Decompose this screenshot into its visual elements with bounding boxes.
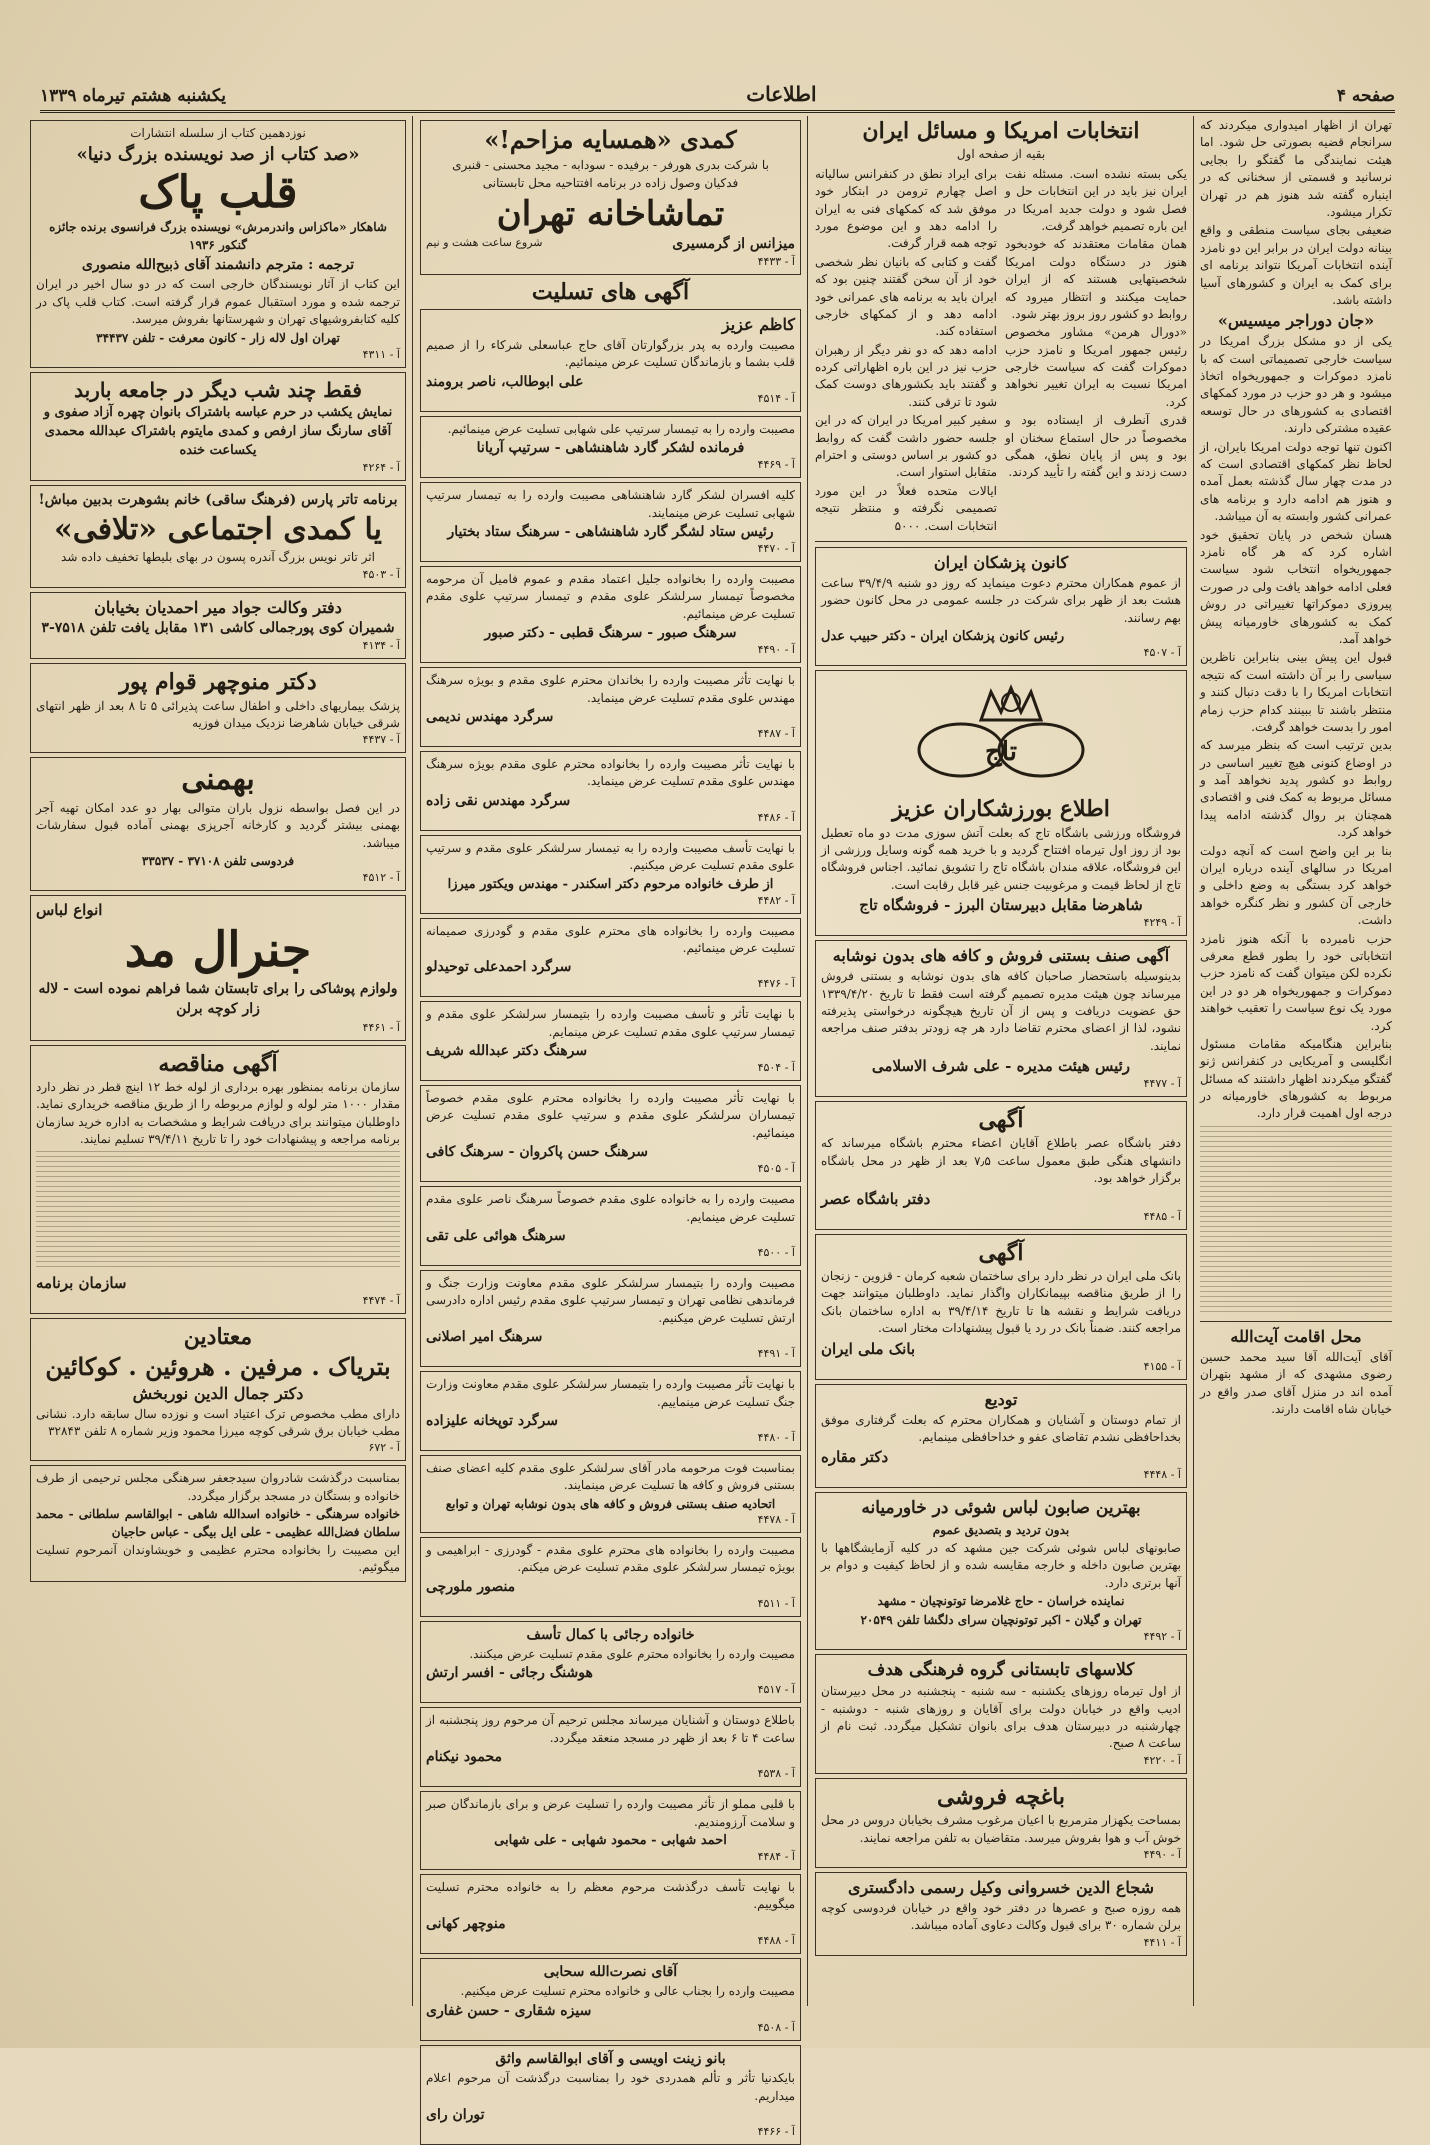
summer-class-ad (815, 1654, 1187, 1774)
ad-code: آ - ۴۴۹۰ (757, 643, 795, 657)
addiction-clinic-ad (30, 1318, 406, 1461)
article-paragraph: بدین ترتیب است که بنظر میرسد که در اوضاع کنونی هیچ تغییر اساسی در روابط دو کشور پدید نخواهد آمد و مسائل مربوط به کمک فنی و اقتصادی همچنان بر روال گذشته ادامه پیدا خواهد کرد. (1200, 738, 1392, 840)
bahmani-text: در این فصل بواسطه نزول باران متوالی بهار دو عدد امکان تهیه آجر بهمنی بیشتر گردید و کارخانه آجرپزی بهمنی آماده قبول سفارشات میباشد. (36, 800, 400, 850)
ad-code: آ - ۴۴۸۸ (757, 1933, 795, 1947)
condolence-text: مصیبت وارده را بخانواده های محترم علوی مقدم - گودرزی - ابراهیمی و بویژه تیمسار سرلشکر علوی مقدم تسلیت عرض میکنم. (426, 1542, 795, 1575)
ad-code: آ - ۴۴۶۹ (757, 458, 795, 472)
bahmani-title: بهمنی (181, 762, 255, 798)
ads-column (30, 116, 406, 2006)
condolence-signature: منصور ملورچی (426, 1578, 516, 1595)
memorial-tail: این مصیبت را بخانواده محترم عظیمی و خویشاوندان آنمرحوم تسلیت میگوئیم. (36, 1543, 400, 1575)
page-number: صفحه ۴ (1336, 86, 1395, 106)
ad-code: آ - ۴۵۰۰ (757, 1246, 795, 1260)
class-title: کلاسهای تابستانی گروه فرهنگی هدف (867, 1659, 1135, 1680)
soap-subtitle: بدون تردید و بتصدیق عموم (932, 1522, 1070, 1537)
book-series-header: نوزدهمین کتاب از سلسله انتشارات (130, 126, 306, 140)
condolence-text: با قلبی مملو از تأثر مصیبت وارده را تسلیت عرض و برای بازماندگان صبر و سلامت آرزومندیم. (426, 1797, 795, 1829)
ad-code: آ - ۴۴۴۸ (1143, 1468, 1181, 1482)
union-title: آگهی صنف بستنی فروش و کافه های بدون نوشابه (832, 946, 1170, 966)
tender-text: سازمان برنامه بمنظور بهره برداری از لوله خط ۱۲ اینچ قطر در نظر دارد مقدار ۱۰۰۰ متر لوله و لوازم مربوطه را از طریق مناقصه خریداری نماید. داوطلبان میتوانند برای دریافت شرایط و مشخصات به اداره خرید سازمان برنامه مراجعه و پیشنهادات خود را تا تاریخ ۳۹/۴/۱۱ تسلیم نمایند. (36, 1079, 401, 1147)
taj-logo-text: تاج (985, 737, 1017, 768)
ad-code: آ - ۴۵۰۴ (757, 1061, 795, 1075)
bahmani-brick-ad (30, 757, 406, 891)
condolence-signature: هوشنگ رجائی - افسر ارتش (426, 1665, 593, 1682)
condolence-notice (420, 1001, 801, 1081)
condolence-notice (420, 416, 801, 478)
ad-code: آ - ۴۲۴۹ (1143, 916, 1181, 930)
theater-title: برنامه تاتر پارس (فرهنگ ساقی) خانم بشوهرت بدبین مباش! (38, 492, 398, 509)
theater-name: تماشاخانه تهران (496, 193, 725, 234)
ad-code: آ - ۴۵۰۷ (1143, 646, 1181, 660)
article-paragraph: ادامه دهد که دو نفر دیگر از رهبران حزب نیز در این باره اظهاراتی کرده و گفتند باید بکشورهای دوست کمک شود تا ترقی کنند. (815, 342, 997, 409)
ad-code: آ - ۴۴۸۶ (757, 810, 795, 824)
article-paragraph: هسان شخص در پایان تحقیق خود اشاره کرد که هر گاه نامزد جمهوریخواه انتخاب شود سیاست فعلی ادامه خواهد یافت ولی در صورت پیروزی دموکراتها تغییراتی در روش کمک به کشورهای خاورمیانه پیش خواهد آمد. (1200, 527, 1392, 646)
issue-date: یکشنبه هشتم تیرماه ۱۳۳۹ (40, 86, 226, 106)
condolence-text: با نهایت تأثر مصیبت وارده را بخاندان محترم علوی مقدم و بویژه سرهنگ مهندس علوی مقدم تسلیت عرض مینماید. (426, 673, 795, 705)
medical-association-notice (815, 547, 1187, 666)
soap-agent: تهران و گیلان - اکبر توتونچیان سرای دلگشا تلفن ۲۰۵۴۹ (860, 1612, 1142, 1627)
condolence-notice (420, 1874, 801, 1954)
ad-code: آ - ۴۴۷۴ (362, 1294, 400, 1308)
ad-code: آ - ۴۵۱۷ (757, 1683, 795, 1697)
taj-crown-logo-icon (906, 680, 1096, 790)
notice-title: آگهی (978, 1107, 1024, 1134)
notice-signature: رئیس کانون پزشکان ایران - دکتر حبیب عدل (821, 629, 1065, 645)
ad-code: آ - ۴۵۰۸ (757, 2020, 795, 2034)
ad-code: آ - ۴۴۳۷ (362, 733, 400, 747)
condolence-text: مصیبت وارده را به تیمسار سرتیپ علی شهابی تسلیت عرض مینمائیم. (447, 421, 795, 436)
book-translator: ترجمه : مترجم دانشمند آقای ذبیح‌الله منصوری (81, 257, 355, 274)
condolence-signature: احمد شهابی - محمود شهابی - علی شهابی (494, 1833, 727, 1849)
residence-text: آقای آیت‌الله آقا سید محمد حسین رضوی مشهدی که از مشهد بتهران آمده اند در منزل آقای صدر واقع در خیابان شاه اقامت دارند. (1200, 1349, 1392, 1417)
condolence-notice (420, 1186, 801, 1266)
doctor-text: پزشک بیماریهای داخلی و اطفال ساعت پذیرائی ۵ تا ۸ بعد از ظهر انتهای شرقی خیابان شاهرضا نزدیک میدان فوزیه (36, 698, 400, 730)
tender-ad (30, 1045, 406, 1315)
condolence-notice (420, 835, 801, 914)
ad-code: آ - ۴۴۹۲ (1143, 1629, 1181, 1643)
article-paragraph: حزب نامبرده با آنکه هنوز نامزد انتخاباتی خود را بطور قطع معرفی نکرده لکن میتوان گفت که نامزد حزب دموکرات و جمهوریخواه هر دو در این مورد یک نوع سیاست را تعقیب خواهند کرد. (1200, 931, 1392, 1033)
lawyer-title: شجاع الدین خسروانی وکیل رسمی دادگستری (847, 1877, 1155, 1897)
show-ad (30, 372, 406, 482)
doctor-text: دارای مطب مخصوص ترک اعتیاد است و نوزده سال سابقه دارد. نشانی مطب خیابان برق شرقی کوچه میرزا محمود وزیر شماره ۸ تلفن ۳۲۸۴۳ (36, 1406, 400, 1439)
condolence-notice (420, 1707, 801, 1787)
ad-code: آ - ۴۱۳۴ (362, 639, 400, 653)
condolences-heading: آگهی های تسلیت (531, 278, 690, 305)
condolence-title: آقای نصرت‌الله سحابی (543, 1963, 678, 1980)
condolence-title: خانواده رجائی با کمال تأسف (526, 1626, 695, 1643)
theater-headline: یا کمدی اجتماعی «تلافی» (53, 511, 383, 547)
condolence-text: مصیبت وارده را بخانواده محترم علوی مقدم تسلیت عرض میکنند. (469, 1647, 795, 1662)
article-paragraph: ایالات متحده فعلاً در این مورد تصمیمی نگرفته و منتظر نتیجه انتخابات است. ۵۰۰۰ (815, 483, 997, 533)
general-mode-ad (30, 895, 406, 1040)
lawyer-office-ad (30, 592, 406, 660)
article-paragraph: همان مقامات معتقدند که خودبخود هنوز در دستگاه دولت امریکا شخصیتهایی هستند که از ایران حمایت میکنند و انتظار میرود که روابط دو کشور روز بروز بهتر شود. (1005, 237, 1187, 321)
residence-title: محل اقامت آیت‌الله (1230, 1326, 1362, 1346)
condolence-text: مصیبت وارده به پدر بزرگوارتان آقای حاج عباسعلی شرکاء را از صمیم قلب بشما و بازماندگان تسلیت عرض مینمائیم. (426, 338, 795, 370)
column-rule (1193, 116, 1194, 2006)
condolence-text: مصیبت وارده را به خانواده علوی مقدم خصوصاً سرهنگ ناصر علوی مقدم تسلیت عرض مینمایم. (426, 1192, 796, 1224)
show-title: فقط چند شب دیگر در جامعه باربد (74, 377, 362, 402)
ad-code: آ - ۴۴۷۰ (757, 542, 795, 556)
condolence-signature: سرهنگ هوائی علی تقی (426, 1228, 566, 1245)
book-ad (30, 120, 406, 368)
condolence-text: باطلاع دوستان و آشنایان میرساند مجلس ترحیم آن مرحوم روز پنجشنبه از ساعت ۴ تا ۶ بعد از ظهر در مسجد منعقد میگردد. (426, 1713, 795, 1745)
condolence-text: مصیبت وارده را بجناب عالی و خانواده محترم تسلیت عرض میکنیم. (460, 1984, 795, 1999)
ad-code: آ - ۴۴۱۱ (1143, 1935, 1181, 1949)
ad-code: آ - ۴۵۱۱ (757, 1596, 795, 1610)
comedy-ad (420, 120, 801, 275)
notice-text: دفتر باشگاه عصر باطلاع آقایان اعضاء محترم باشگاه میرساند که دانشهای هنگی طبق معمول ساعت ۷٫۵ بعد از ظهر در محل باشگاه برگزار خواهد بود. (821, 1136, 1182, 1186)
article-paragraph: گفت و کتابی که بانیان نظر شخصی خود از آن سخن گفتند چنین بود که ایران باید به برنامه های عمرانی خود ادامه دهد و از کمکهای خارجی استفاده کند. (815, 254, 997, 339)
ad-code: آ - ۴۱۵۵ (1143, 1359, 1181, 1373)
doctor-name: دکتر جمال الدین نوربخش (132, 1383, 304, 1403)
article-paragraph: اکنون تنها توجه دولت امریکا بایران، از لحاظ نظر کمکهای اقتصادی است که در مدت چهار سال گذشته بعمل آمده و هنوز هم ادامه دارد و برنامه های عمرانی کشور وابسته به آن میباشد. (1200, 439, 1392, 524)
condolence-signature: سیزه شقاری - حسن غفاری (426, 2002, 592, 2019)
ad-code: آ - ۴۵۰۵ (757, 1162, 795, 1176)
book-text: این کتاب از آثار نویسندگان خارجی است که در دو سال اخیر در ایران ترجمه شده و مورد استقبال عموم قرار گرفته است. کتاب قلب پاک در کلیه کتابفروشیهای تهران و شهرستانها بفروش میرسد. (36, 277, 400, 327)
condolence-signature: فرمانده لشکر گارد شاهنشاهی - سرتیپ آریانا (476, 440, 745, 457)
garden-text: بمساحت یکهزار مترمربع با اعیان مرغوب مشرف بخیابان دروس در محل خوش آب و هوا بفروش میرسد. متقاضیان به تلفن مراجعه نمایند. (821, 1813, 1181, 1845)
condolence-text: بایکدنیا تأثر و تألم همدردی خود را بمناسبت درگذشت آن مرحوم اعلام میداریم. (426, 2071, 795, 2103)
comedy-showtime: شروع ساعت هشت و نیم (426, 235, 543, 249)
article-continuation-column (1200, 116, 1392, 2006)
condolence-signature: اتحادیه صنف بستنی فروش و کافه های بدون نوشابه تهران و توابع (445, 1496, 776, 1511)
article-headline: انتخابات امریکا و مسائل ایران (862, 118, 1140, 144)
article-paragraph: تهران از اظهار امیدواری میکردند که سرانجام قضیه بصورتی حل شود. اما هیئت نمایندگی ما گفتگو را بجایی نرسانید و قسمتی از سخنانی که در اینباره گفته شد هنوز هم در تهران تکرار میشود. (1200, 118, 1392, 219)
condolence-text: با نهایت تأثر مصیبت وارده را بخانواده محترم علوی مقدم خصوصاً تیمساران سرلشکر علوی مقدم و سرتیپ علوی مقدم تسلیت عرض مینمائیم. (426, 1091, 795, 1140)
union-notice (815, 940, 1187, 1097)
memorial-notice (30, 1465, 406, 1581)
article-paragraph: «دورال هرمن» مشاور مخصوص رئیس جمهور امریکا و نامزد حزب دموکرات گفت که سیاست خارجی امریکا نسبت به ایران تغییر نخواهد کرد. (1005, 325, 1187, 409)
bank-notice (815, 1234, 1187, 1380)
condolence-signature: سرگرد احمدعلی توحیدلو (426, 959, 572, 976)
ad-code: آ - ۴۴۹۱ (757, 1347, 795, 1361)
comedy-cast: با شرکت بدری هورفر - برفیده - سودابه - مجید محسنی - قنبری (452, 157, 769, 172)
article-quote: «جان دوراجر میسیس» (1217, 311, 1375, 331)
condolence-notice (420, 1621, 801, 1704)
ad-code: آ - ۴۴۷۷ (1143, 1077, 1181, 1091)
tender-title: آگهی مناقصه (158, 1050, 278, 1077)
book-address: تهران اول لاله زار - کانون معرفت - تلفن ۳۴۴۳۷ (96, 330, 340, 345)
taj-title: اطلاع بورزشکاران عزیز (892, 796, 1110, 823)
class-text: از اول تیرماه روزهای یکشنبه - سه شنبه - پنجشنبه در محل دبیرستان ادیب واقع در خیابان دولت برای آقایان و روزهای شنبه - دوشنبه - چهارشنبه در دبیرستان هدف برای بانوان تشکیل میگردد. ثبت نام از ساعت ۸ صبح. (821, 1684, 1181, 1751)
article-paragraph: بنا بر این واضح است که آنچه دولت امریکا در سالهای آینده درباره ایران خواهد کرد بستگی به وضع داخلی و خارجی آن کشور و نظر کنگره خواهد داشت. (1200, 843, 1392, 928)
ad-code: آ - ۴۵۰۳ (362, 567, 400, 581)
condolence-signature: سرهنگ حسن پاکروان - سرهنگ کافی (426, 1144, 648, 1161)
article-paragraph: قبول این پیش بینی بنابراین ناظرین سیاسی را بر آن داشته است که نتیجه انتخابات امریکا را با دقت دنبال کنند و منتظر باشند تا ببینند کدام حزب زمام امور را بدست خواهد گرفت. (1200, 650, 1392, 734)
ad-code: آ - ۴۴۹۰ (1143, 1847, 1181, 1861)
ad-code: آ - ۴۴۶۶ (757, 2124, 795, 2138)
book-series: «صد کتاب از صد نویسنده بزرگ دنیا» (76, 144, 360, 166)
condolence-notice (420, 1455, 801, 1533)
notice-signature: دفتر باشگاه عصر (821, 1189, 931, 1208)
farewell-notice (815, 1384, 1187, 1489)
condolence-text: بمناسبت فوت مرحومه مادر آقای سرلشکر علوی مقدم کلیه اعضای صنف بستنی فروش و کافه ها تسلیت عرض مینمایند. (426, 1461, 795, 1493)
condolence-title: بانو زینت اویسی و آقای ابوالقاسم واثق (495, 2050, 726, 2067)
condolence-text: با نهایت تأثر مصیبت وارده را بتیمسار سرلشکر علوی مقدم معاونت وزارت جنگ تسلیت عرض مینماییم. (426, 1377, 795, 1409)
condolence-text: با نهایت تأسف درگذشت مرحوم معظم را به خانواده محترم تسلیت میگوییم. (426, 1880, 795, 1912)
ad-code: آ - ۴۲۲۰ (1143, 1753, 1181, 1767)
notice-title: کانون پزشکان ایران (933, 552, 1069, 572)
union-text: بدینوسیله باستحضار صاحبان کافه های بدون نوشابه و بستنی فروش میرساند چون هیئت مدیره تصمیم گرفته است فقط تا تاریخ ۱۳۳۹/۴/۲۰ حق عضویت دریافت و پس از آن تاریخ هیچگونه درخواستی پذیرفته نشود، لذا از اعضای محترم تقاضا دارد هر چه زودتر بدفتر صنف مراجعه نمایند. (821, 969, 1181, 1053)
soap-title: بهترین صابون لباس شوئی در خاورمیانه (861, 1498, 1141, 1519)
notice-text: از عموم همکاران محترم دعوت مینماید که روز دو شنبه ۳۹/۴/۹ ساعت هشت بعد از ظهر برای شرکت در جلسه عمومی در محل کانون حضور بهم رسانند. (821, 575, 1182, 625)
theater-text: اثر تاتر نویس بزرگ آندره پسون در بهای بلیطها تخفیف داده شد (61, 550, 375, 565)
ad-code: آ - ۴۴۸۷ (757, 726, 795, 740)
condolence-signature: سرگرد مهندس نقی زاده (426, 792, 571, 809)
condolence-text: مصیبت وارده را بتیمسار سرلشکر علوی مقدم معاونت وزارت جنگ و فرماندهی نظامی تهران و تیمسار سرتیپ علوی مقدم رئیس اداره دادرسی ارتش تسلیت عرض میکنیم. (426, 1276, 795, 1325)
ad-code: آ - ۴۴۳۳ (757, 254, 795, 268)
lawyer-text: همه روزه صبح و عصرها در دفتر خود واقع در خیابان فردوسی کوچه برلن شماره ۳۰ برای قبول وکالت دعاوی آماده میباشد. (821, 1900, 1181, 1933)
condolence-notice (420, 309, 801, 412)
condolence-notice (420, 918, 801, 998)
book-author: شاهکار «ماکزاس واندرمرش» نویسنده بزرگ فرانسوی برنده جائزه گنکور ۱۹۳۶ (49, 220, 387, 252)
soap-agent: نماینده خراسان - حاج غلامرضا توتونچیان - مشهد (877, 1594, 1125, 1609)
column-rule (412, 116, 413, 2006)
comedy-title: کمدی «همسایه مزاحم!» (484, 125, 737, 154)
ad-code: آ - ۶۷۲ (368, 1441, 400, 1455)
text-lines-decoration (1200, 1126, 1392, 1316)
condolence-signature: سرگرد توپخانه علیزاده (426, 1413, 558, 1429)
article-paragraph: یکی از دو مشکل بزرگ امریکا در سیاست خارجی تصمیماتی است که با نامزد دموکرات و جمهوریخواه اتخاذ میشود و هر دو حزب در مورد کمکهای اقتصادی به کشورهای در حال توسعه عقیده مشترکی دارند. (1200, 334, 1392, 436)
taj-address: شاهرضا مقابل دبیرستان البرز - فروشگاه تاج (859, 896, 1143, 915)
condolence-signature: سرهنگ دکتر عبدالله شریف (426, 1043, 588, 1060)
memorial-families: خانواده سرهنگی - خانواده اسدالله شاهی - ابوالقاسم سلطانی - محمد سلطان فضل‌الله عظیمی - علی ایل بیگی - عباس حاجیان (36, 1507, 400, 1539)
condolence-signature: توران رای (426, 2106, 485, 2123)
memorial-text: بمناسبت درگذشت شادروان سیدجعفر سرهنگی مجلس ترحیمی از طرف خانواده و بستگان در مسجد برگزار میگردد. (36, 1471, 400, 1503)
column-rule (807, 116, 808, 2006)
drugs-list: بتریاک . مرفین . هروئین . کوکائین (45, 1351, 391, 1381)
garden-sale-ad (815, 1778, 1187, 1868)
addicts-title: معتادین (183, 1324, 253, 1351)
condolence-notice (420, 751, 801, 831)
ad-code: آ - ۴۴۸۵ (1143, 1209, 1181, 1223)
soap-text: صابونهای لباس شوئی شرکت جین مشهد که در کلیه آزمایشگاهها با بهترین صابون داخله و خارجه مقایسه شده و از لحاظ کیفیت و دوام بر آنها برتری دارد. (821, 1541, 1181, 1590)
condolence-text: با نهایت تأسف مصیبت وارده را به تیمسار سرلشکر علوی مقدم و سرتیپ علوی مقدم تسلیت عرض میکنیم. (426, 840, 795, 873)
book-title: قلب پاک (138, 166, 298, 218)
notice-text: از تمام دوستان و آشنایان و همکاران محترم که بعلت گرفتاری موفق بخداحافظی نشدم تقاضای عفو و خداحافظی مینمایم. (821, 1412, 1181, 1444)
article-paragraph: قدری آنطرف از ایستاده بود و مخصوصاً در حال استماع سخنان او بود و پس از پایان نطق، همگی دست زدند و این گفته را تأیید کردند. (1005, 413, 1187, 480)
show-text: نمایش یکشب در حرم عباسه باشتراک بانوان چهره آزاد صفوی و آقای سارنگ ساز ارفص و کمدی مایتوم باشتراک عبدالله محمدی یکساعت خنده (43, 404, 393, 458)
ad-code: آ - ۴۲۶۴ (362, 461, 400, 475)
ad-code: آ - ۴۴۸۲ (757, 893, 795, 907)
ad-code: آ - ۴۵۱۲ (362, 871, 400, 885)
lawyer-office-address: شمیران کوی پورجمالی کاشی ۱۳۱ مقابل یافت تلفن ۷۵۱۸-۳ (41, 619, 395, 636)
comedy-director: میزانس از گرمسیری (672, 235, 795, 252)
condolence-recipient: کاظم عزیز (721, 315, 795, 335)
condolence-signature: سرهنگ صبور - سرهنگ قطبی - دکتر صبور (484, 625, 737, 642)
article-paragraph: بنابراین هنگامیکه مقامات مسئول انگلیسی و آمریکایی در کنفرانس ژنو گفتگو میکردند اظهار داشتند که مسائل مربوط به کشورهای خاورمیانه در درجه اول اهمیت قرار دارد. (1200, 1036, 1392, 1121)
notice-title: توديع (984, 1389, 1018, 1409)
gm-clothes: انواع لباس (36, 901, 103, 920)
article-continued: بقیه از صفحه اول (956, 147, 1046, 162)
condolence-text: با نهایت تأثر و تأسف مصیبت وارده را بتیمسار سرلشکر علوی مقدم و تیمسار سرتیپ علوی مقدم تسلیت عرض مینمایم. (426, 1007, 795, 1039)
doctor-name: دکتر منوچهر قوام پور (119, 669, 317, 696)
notice-title: آگهی (978, 1239, 1024, 1266)
club-notice (815, 1101, 1187, 1230)
comedy-cast: فدکیان وصول زاده در برنامه افتتاحیه محل تابستانی (482, 176, 739, 191)
condolence-signature: رئیس ستاد لشگر گارد شاهنشاهی - سرهنگ ستاد بختیار (447, 524, 774, 541)
condolence-notice (420, 1270, 801, 1367)
condolence-signature: سرهنگ امیر اصلانی (426, 1329, 543, 1346)
article-paragraph: ضعیفی بجای سیاست منطقی و واقع بینانه دولت ایران در برابر این دو نامزد آینده انتخابات آمریکا نتواند برنامه ای برای کمک به ایران و کشورهای آسیا داشته باشد. (1200, 223, 1392, 307)
condolence-text: مصیبت وارده را بخانواده جلیل اعتماد مقدم و عموم فامیل آن مرحومه مخصوصاً تیمسار سرلشکر علوی مقدم و تیمسار سرتیپ علوی مقدم تسلیت عرض مینمائیم. (426, 572, 795, 621)
ad-code: آ - ۴۵۱۴ (757, 391, 795, 405)
condolence-notice (420, 566, 801, 663)
condolence-signature: از طرف خانواده مرحوم دکتر اسکندر - مهندس ویکتور میرزا (447, 876, 774, 892)
article-paragraph: یکی بسته نشده است. مسئله نفت ایران نیز باید در این انتخابات حل و فصل شود و دولت جدید امریکا در این باره تصمیم خواهد گرفت. (1005, 166, 1187, 233)
text-lines-decoration (36, 1151, 400, 1271)
condolence-notice (420, 1537, 801, 1617)
ad-code: آ - ۴۵۳۸ (757, 1767, 795, 1781)
article-body (815, 165, 1187, 536)
ad-code: آ - ۴۳۱۱ (362, 347, 400, 361)
garden-title: باغچه فروشی (936, 1783, 1066, 1810)
notice-signature: بانک ملی ایران (821, 1339, 916, 1358)
condolence-text: با نهایت تأثر مصیبت وارده را بخانواده محترم علوی مقدم بویژه سرهنگ مهندس علوی مقدم تسلیت عرض مینماید. (426, 756, 795, 789)
ad-code: آ - ۴۴۷۶ (757, 977, 795, 991)
tender-signature: سازمان برنامه (36, 1274, 127, 1293)
taj-text: فروشگاه ورزشی باشگاه تاج که بعلت آتش سوزی مدت دو ماه تعطیل بود از روز اول تیرماه افتتاح گردید و با خرید همه گونه وسایل ورزشی از این فروشگاه، علاقه مندان باشگاه تاج را تشویق نمائید. اجناس فروشگاه تاج از لحاظ قیمت و مرغوبیت جنس غیر قابل رقابت است. (821, 825, 1181, 892)
condolence-notice (420, 667, 801, 747)
condolence-signature: منوچهر کهانی (426, 1915, 506, 1932)
condolence-text: مصیبت وارده را بخانواده های محترم علوی مقدم و گودرزی صمیمانه تسلیت عرض مینمائیم. (426, 923, 795, 955)
condolence-notice (420, 1085, 801, 1182)
union-signature: رئیس هیئت مدیره - علی شرف الاسلامی (871, 1057, 1131, 1076)
taj-store-ad (815, 670, 1187, 936)
gm-title: جنرال مد (124, 922, 312, 979)
soap-ad (815, 1492, 1187, 1650)
condolence-column (420, 116, 801, 2138)
condolence-notice (420, 2045, 801, 2145)
condolence-notice (420, 1958, 801, 2041)
ad-code: آ - ۴۴۶۱ (362, 1020, 400, 1034)
lawyer-office-title: دفتر وکالت جواد میر احمدیان بخیابان (94, 597, 342, 617)
newspaper-name: اطلاعات (746, 82, 817, 106)
condolence-signature: علی ابوطالب، ناصر برومند (426, 373, 584, 390)
page-header (40, 70, 1395, 113)
article-paragraph: برای ایراد نطق در کنفرانس سالیانه اصل چهارم ترومن در ابتکار خود موفق شد که کمکهای فنی به ایران را ادامه دهد و این موضوع مورد توجه همه قرار گرفت. (815, 166, 997, 251)
condolence-notice (420, 482, 801, 562)
condolence-text: کلیه افسران لشکر گارد شاهنشاهی مصیبت وارده را به تیمسار سرتیپ شهابی تسلیت عرض مینمایند. (426, 488, 795, 520)
lawyer-ad (815, 1872, 1187, 1956)
notice-signature: دکتر مقاره (821, 1448, 889, 1467)
notice-text: بانک ملی ایران در نظر دارد برای ساختمان شعبه کرمان - قزوین - زنجان را از طریق مناقصه بپیمانکاران واگذار نماید. داوطلبان میتوانند جهت دریافت شرایط و نقشه ها تا تاریخ ۳۹/۴/۱۴ به اداره ساختمان بانک مراجعه کنند. ضمناً بانک در رد یا قبول پیشنهادات مختار است. (821, 1269, 1182, 1336)
gm-text: ولوازم پوشاکی را برای تابستان شما فراهم نموده است - لاله زار کوچه برلن (38, 980, 398, 1018)
condolence-signature: محمود نیکنام (426, 1749, 502, 1766)
bahmani-address: فردوسی تلفن ۳۷۱۰۸ - ۳۳۵۳۷ (141, 853, 295, 868)
ad-code: آ - ۴۴۸۰ (757, 1431, 795, 1444)
article-paragraph: سفیر کبیر امریکا در ایران که در این جلسه حضور داشت گفت که روابط دو کشور بر اساس دوستی و احترام متقابل استوار است. (815, 413, 997, 480)
ad-code: آ - ۴۴۸۴ (757, 1850, 795, 1864)
ad-code: آ - ۴۴۷۸ (757, 1512, 795, 1526)
condolence-signature: سرگرد مهندس ندیمی (426, 708, 554, 725)
theater-ad (30, 485, 406, 587)
condolence-notice (420, 1371, 801, 1451)
doctor-ad (30, 663, 406, 753)
condolence-notice (420, 1791, 801, 1870)
news-and-ads-column (815, 116, 1187, 2006)
